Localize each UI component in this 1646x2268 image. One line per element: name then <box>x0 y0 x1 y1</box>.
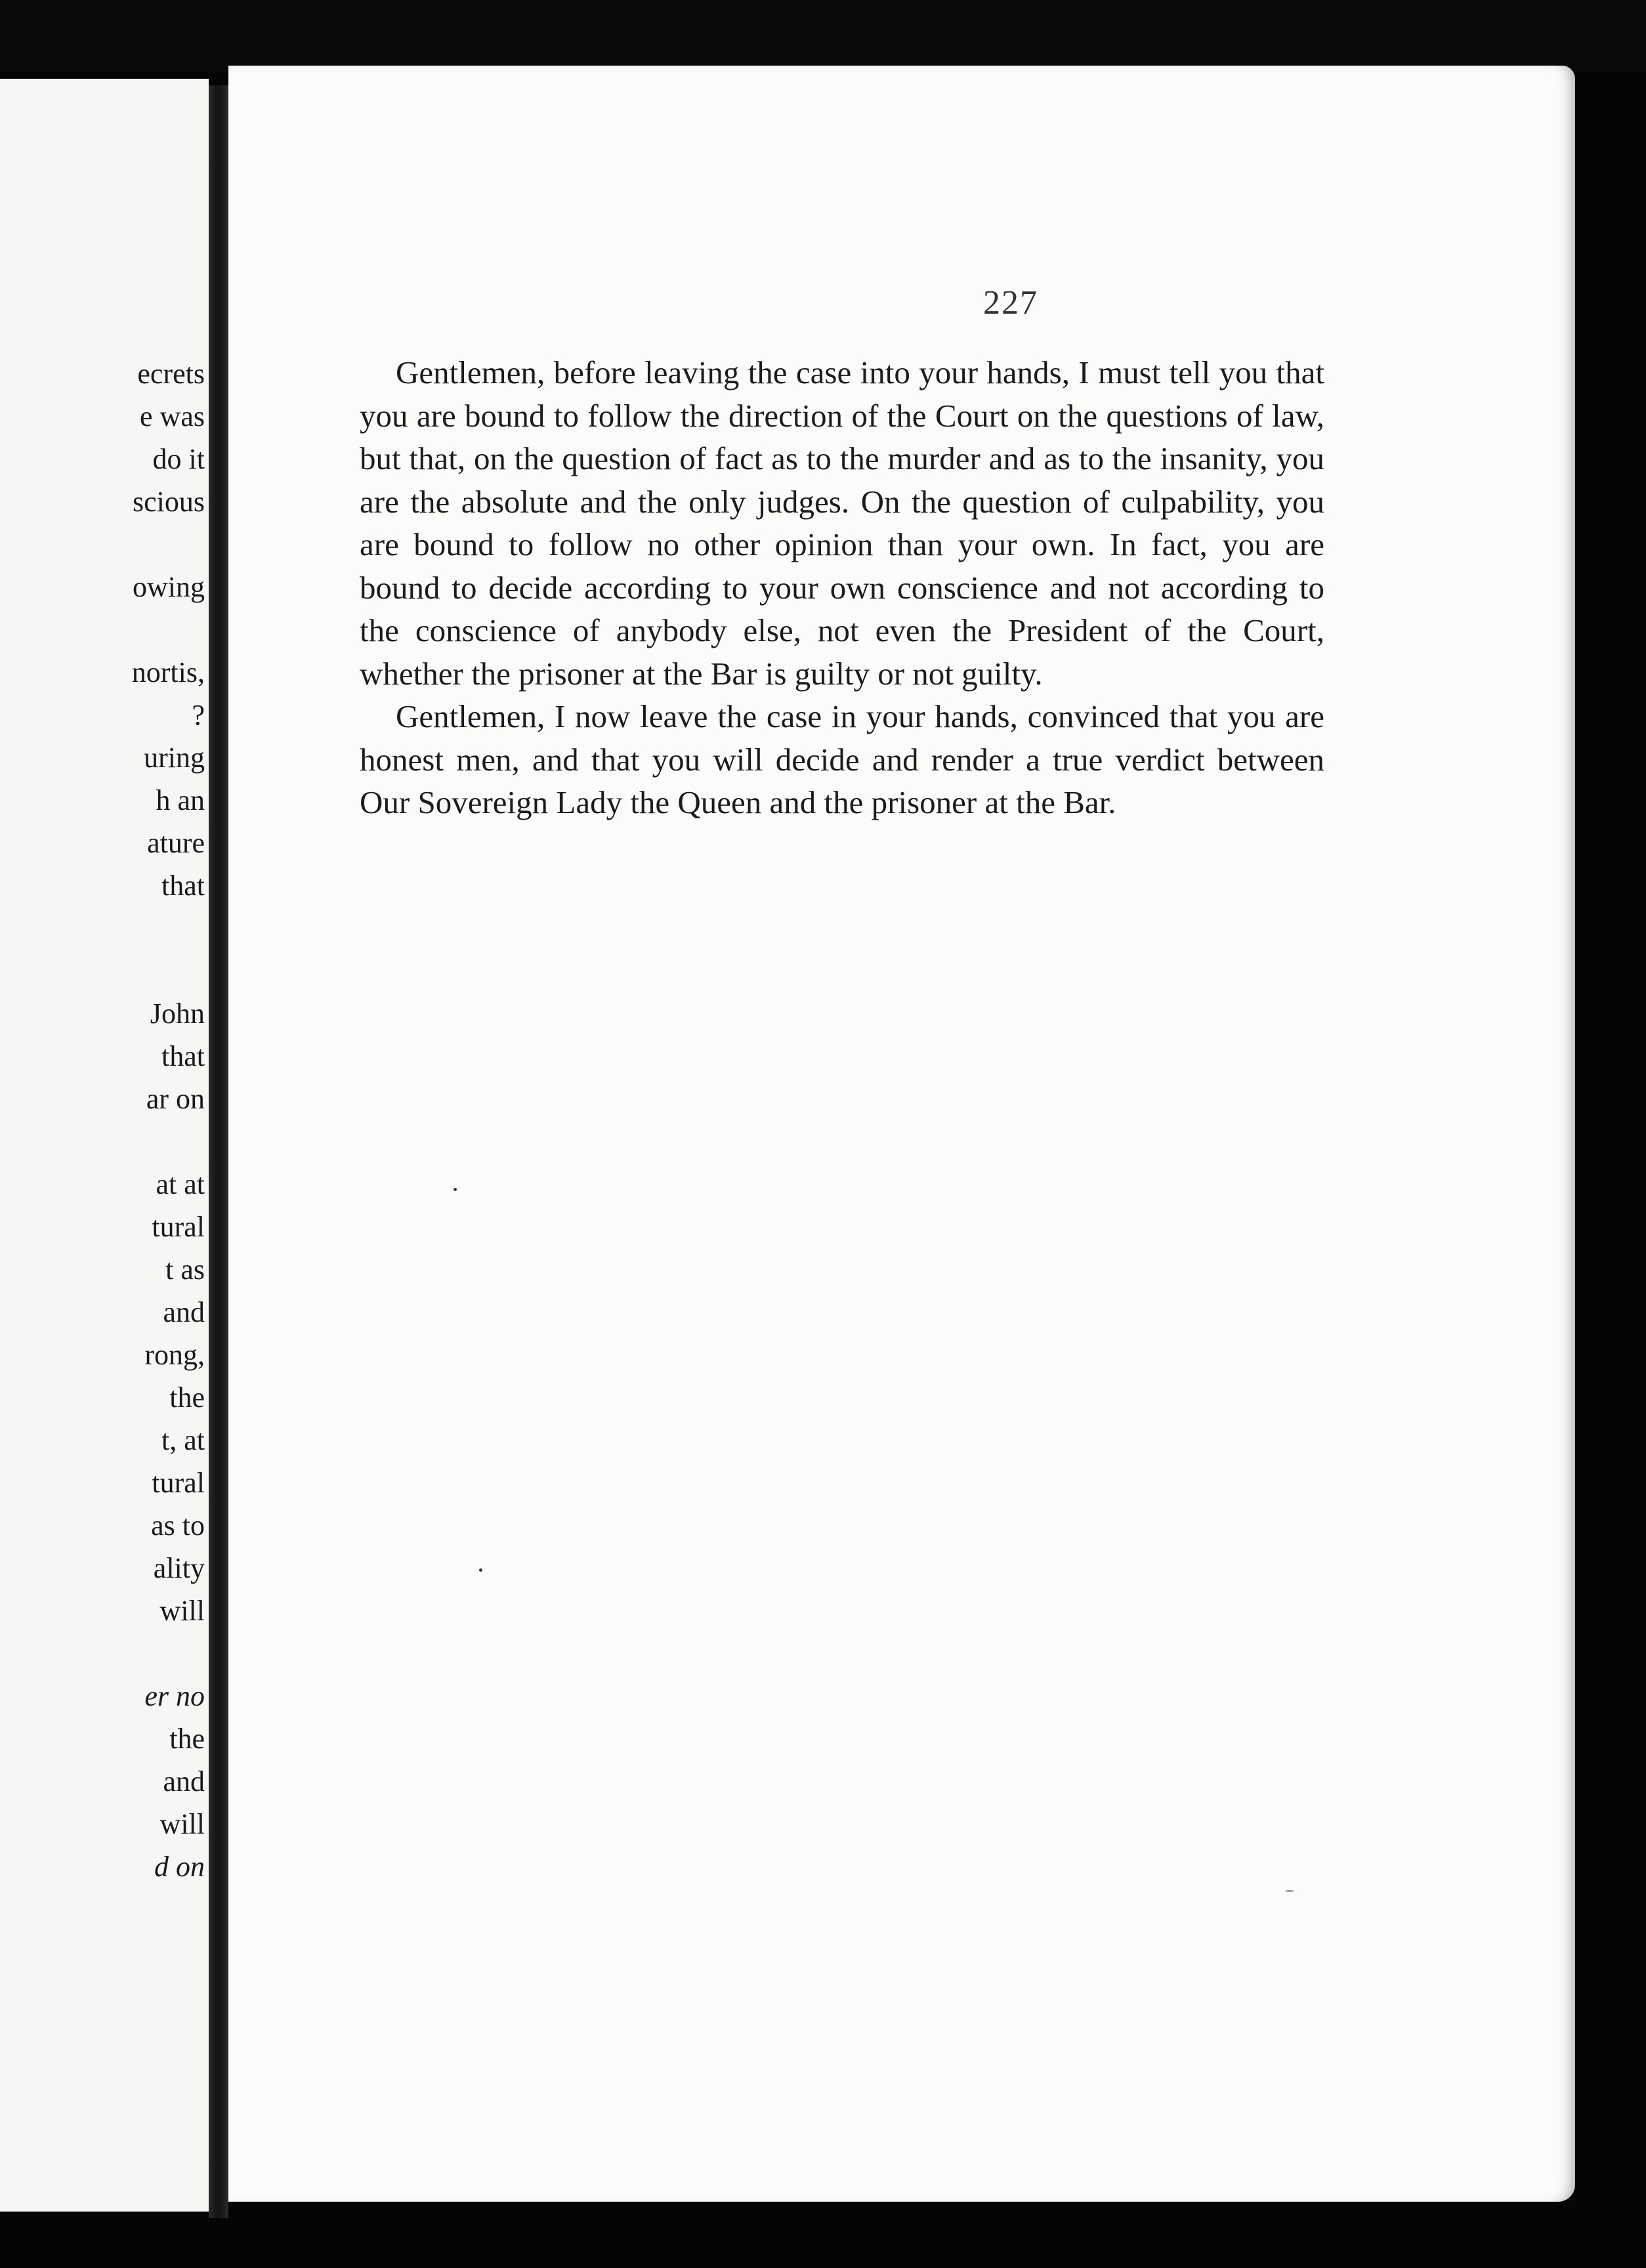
right-page <box>228 66 1575 2202</box>
left-fragment: and <box>163 1765 205 1797</box>
left-fragment: er no <box>144 1680 205 1712</box>
film-border <box>0 0 1646 72</box>
left-fragment: and <box>163 1296 205 1328</box>
page-number: 227 <box>983 284 1038 322</box>
left-fragment: as to <box>151 1509 205 1542</box>
left-fragment: the <box>169 1723 205 1755</box>
left-fragment: will <box>159 1808 205 1840</box>
paragraph: Gentlemen, I now leave the case in your hands, convinced that you are honest men, and that you will decide and render a true verdict between Our Sovereign Lady the Queen and the prisoner at the Bar. <box>360 698 1324 820</box>
left-fragment: h an <box>156 784 205 816</box>
left-fragment: the <box>169 1381 205 1414</box>
paragraph: Gentlemen, before leaving the case into your hands, I must tell you that you are bound to follow the direction of the Court on the questions of law, but that, on the question of fact as to the murder and as to the insanity, you are the absolute and the only judges. On the question of culpability, you are bound to follow no other opinion than your own. In fact, you are bound to decide according to your own conscience and not according to the conscience of anybody else, not even the President of the Court, whether the prisoner at the Bar is guilty or not guilty. <box>360 354 1324 692</box>
left-fragment: t as <box>165 1253 205 1286</box>
left-fragment: ality <box>153 1552 205 1584</box>
body-text <box>360 351 1324 824</box>
left-fragment: rong, <box>144 1339 205 1371</box>
left-fragment: d on <box>154 1851 205 1883</box>
left-fragment: t, at <box>161 1424 205 1456</box>
left-fragment: tural <box>152 1211 205 1243</box>
left-fragment: ature <box>147 827 205 859</box>
left-fragment: e was <box>140 400 205 432</box>
left-fragment: tural <box>152 1467 205 1499</box>
left-fragment: do it <box>152 443 205 475</box>
left-fragment: scious <box>133 486 205 518</box>
left-fragment: that <box>161 870 205 902</box>
left-fragment: John <box>150 998 205 1030</box>
left-fragment: ? <box>192 699 205 731</box>
left-fragment: at at <box>156 1168 205 1200</box>
left-fragment: nortis, <box>131 656 205 688</box>
book-gutter <box>209 85 228 2218</box>
left-fragment: that <box>161 1040 205 1072</box>
left-fragment: ar on <box>146 1083 205 1115</box>
left-fragment: owing <box>133 571 205 603</box>
left-fragment: ecrets <box>137 358 205 390</box>
left-fragment: will <box>159 1595 205 1627</box>
left-page <box>0 79 209 2212</box>
left-fragment: uring <box>144 742 205 774</box>
